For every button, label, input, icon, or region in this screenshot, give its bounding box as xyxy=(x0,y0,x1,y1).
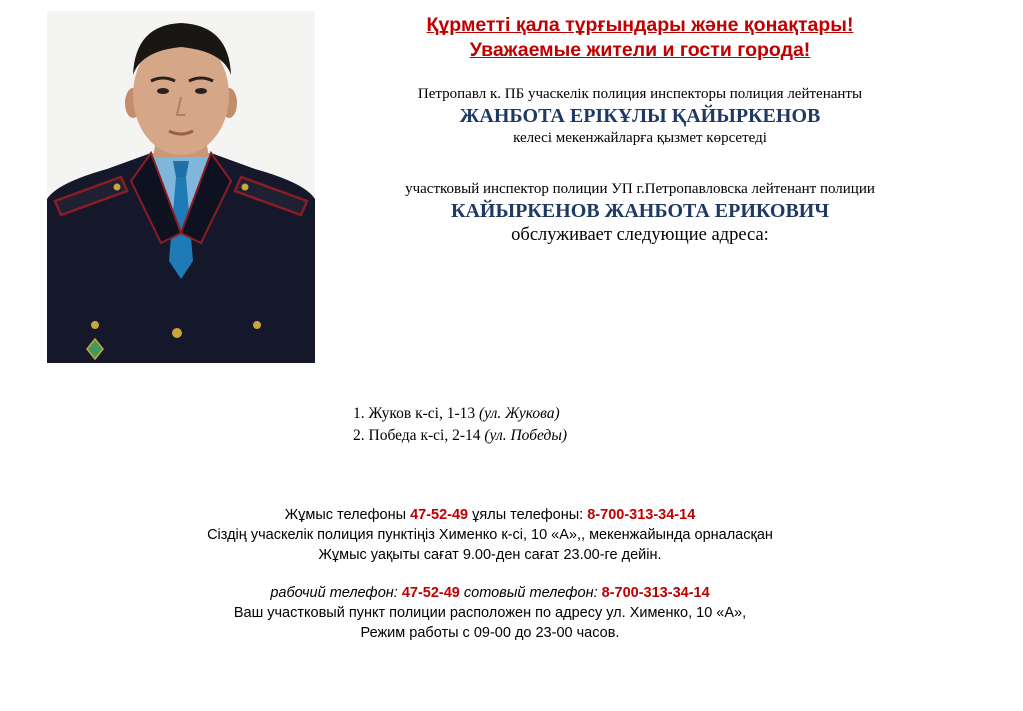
officer-title-ru: участковый инспектор полиции УП г.Петропавловска лейтенант полиции xyxy=(405,181,875,197)
serves-text-ru: обслуживает следующие адреса: xyxy=(511,225,769,245)
work-phone-label: Жұмыс телефоны xyxy=(284,507,411,523)
work-phone-label: рабочий телефон: xyxy=(270,585,402,601)
officer-name-kz: ЖАНБОТА ЕРІКҰЛЫ ҚАЙЫРКЕНОВ xyxy=(459,105,821,127)
address-alt: (ул. Жукова) xyxy=(478,405,560,422)
greeting-block xyxy=(330,13,950,63)
mobile-phone-label: ұялы телефоны: xyxy=(468,507,588,523)
officer-info-kz xyxy=(330,85,950,148)
address-main: 1. Жуков к-сі, 1-13 xyxy=(353,405,476,422)
greeting-kz: Құрметті қала тұрғындары және қонақтары! xyxy=(426,14,854,36)
phones-ru xyxy=(160,583,820,603)
office-address-kz: Сіздің учаскелік полиция пунктіңіз Хименко к-сі, 10 «А»,, мекенжайында орналасқан xyxy=(207,527,773,543)
serves-text-kz: келесі мекенжайларға қызмет көрсетеді xyxy=(513,130,767,146)
contacts-kz xyxy=(160,505,820,565)
working-hours-kz: Жұмыс уақыты сағат 9.00-ден сағат 23.00-ге дейін. xyxy=(318,547,662,563)
officer-name-ru: КАЙЫРКЕНОВ ЖАНБОТА ЕРИКОВИЧ xyxy=(450,200,830,222)
mobile-phone-label: сотовый телефон: xyxy=(459,585,602,601)
officer-photo xyxy=(47,11,315,363)
work-phone: 47-52-49 xyxy=(401,585,460,601)
work-phone: 47-52-49 xyxy=(410,507,469,523)
address-item xyxy=(353,403,567,425)
office-address-ru: Ваш участковый пункт полиции расположен по адресу ул. Хименко, 10 «А», xyxy=(233,605,747,621)
phones-kz xyxy=(160,505,820,525)
address-item xyxy=(353,425,567,447)
working-hours-ru: Режим работы с 09-00 до 23-00 часов. xyxy=(360,625,620,641)
address-alt: (ул. Победы) xyxy=(484,427,568,444)
officer-title-kz: Петропавл к. ПБ учаскелік полиция инспекторы полиция лейтенанты xyxy=(417,86,863,102)
address-list xyxy=(353,403,567,447)
officer-info-ru xyxy=(330,180,950,247)
contacts-ru xyxy=(160,583,820,643)
mobile-phone: 8-700-313-34-14 xyxy=(601,585,710,601)
greeting-ru: Уважаемые жители и гости города! xyxy=(469,39,811,61)
address-main: 2. Победа к-сі, 2-14 xyxy=(353,427,481,444)
mobile-phone: 8-700-313-34-14 xyxy=(587,507,696,523)
